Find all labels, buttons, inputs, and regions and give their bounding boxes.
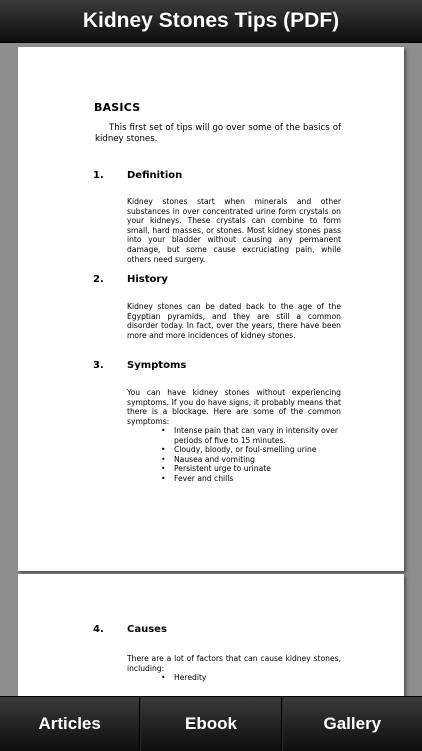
bullet-icon: • — [161, 426, 166, 435]
section-number: 3. — [93, 360, 104, 371]
bullet-icon: • — [161, 673, 166, 682]
section-text-symptoms: You can have kidney stones without experiencing symptoms. If you do have signs, it probably means that there is a blockage. Here are some of the common symptoms: — [127, 388, 341, 426]
section-title-symptoms: Symptoms — [127, 360, 187, 371]
section-number: 1. — [93, 170, 104, 181]
list-item-text: Heredity — [174, 673, 207, 682]
list-item — [161, 474, 345, 484]
bullet-icon: • — [161, 473, 166, 483]
tab-bar — [0, 696, 422, 751]
bullet-icon: • — [161, 454, 166, 464]
pdf-viewer[interactable] — [0, 43, 422, 696]
bullet-icon: • — [161, 464, 166, 474]
section-heading: BASICS — [94, 101, 141, 114]
bullet-icon: • — [161, 445, 166, 455]
tab-articles[interactable]: Articles — [0, 697, 140, 751]
section-text-history: Kidney stones can be dated back to the age of the Egyptian pyramids, and they are still a common disorder today. In fact, over the years, there have been more and more incidences of kidney stones. — [127, 302, 341, 340]
list-item-text: Cloudy, bloody, or foul-smelling urine — [174, 445, 317, 455]
causes-list — [161, 673, 345, 683]
tab-ebook[interactable]: Ebook — [140, 697, 281, 751]
tab-gallery[interactable]: Gallery — [282, 697, 422, 751]
section-title-history: History — [127, 274, 168, 285]
list-item — [161, 464, 345, 474]
list-item — [161, 455, 345, 465]
list-item-text: Persistent urge to urinate — [174, 464, 271, 474]
list-item-text: Fever and chills — [174, 473, 234, 483]
pdf-page-2 — [18, 574, 404, 696]
pdf-page-1 — [18, 47, 404, 571]
list-item — [161, 445, 345, 455]
list-item — [161, 426, 345, 445]
list-item — [161, 673, 345, 683]
intro-paragraph: This first set of tips will go over some of the basics of kidney stones. — [95, 123, 341, 144]
section-text-definition: Kidney stones start when minerals and other substances in over concentrated urine form crystals on your kidneys. These crystals can combine to form small, hard masses, or stones. Most kidney stones pass into your bladder without causing any permanent damage, but some cause excruciating pain, while others need surgery. — [127, 197, 341, 264]
symptoms-list — [161, 426, 345, 484]
list-item-text: Intense pain that can vary in intensity over periods of five to 15 minutes. — [174, 426, 339, 445]
section-title-definition: Definition — [127, 170, 183, 181]
section-text-causes: There are a lot of factors that can cause kidney stones, including: — [127, 654, 341, 673]
section-title-causes: Causes — [127, 624, 167, 635]
nav-bar — [0, 0, 422, 43]
list-item-text: Nausea and vomiting — [174, 454, 255, 464]
page-title: Kidney Stones Tips (PDF) — [82, 9, 340, 32]
section-number: 2. — [93, 274, 104, 285]
section-number: 4. — [93, 624, 104, 635]
